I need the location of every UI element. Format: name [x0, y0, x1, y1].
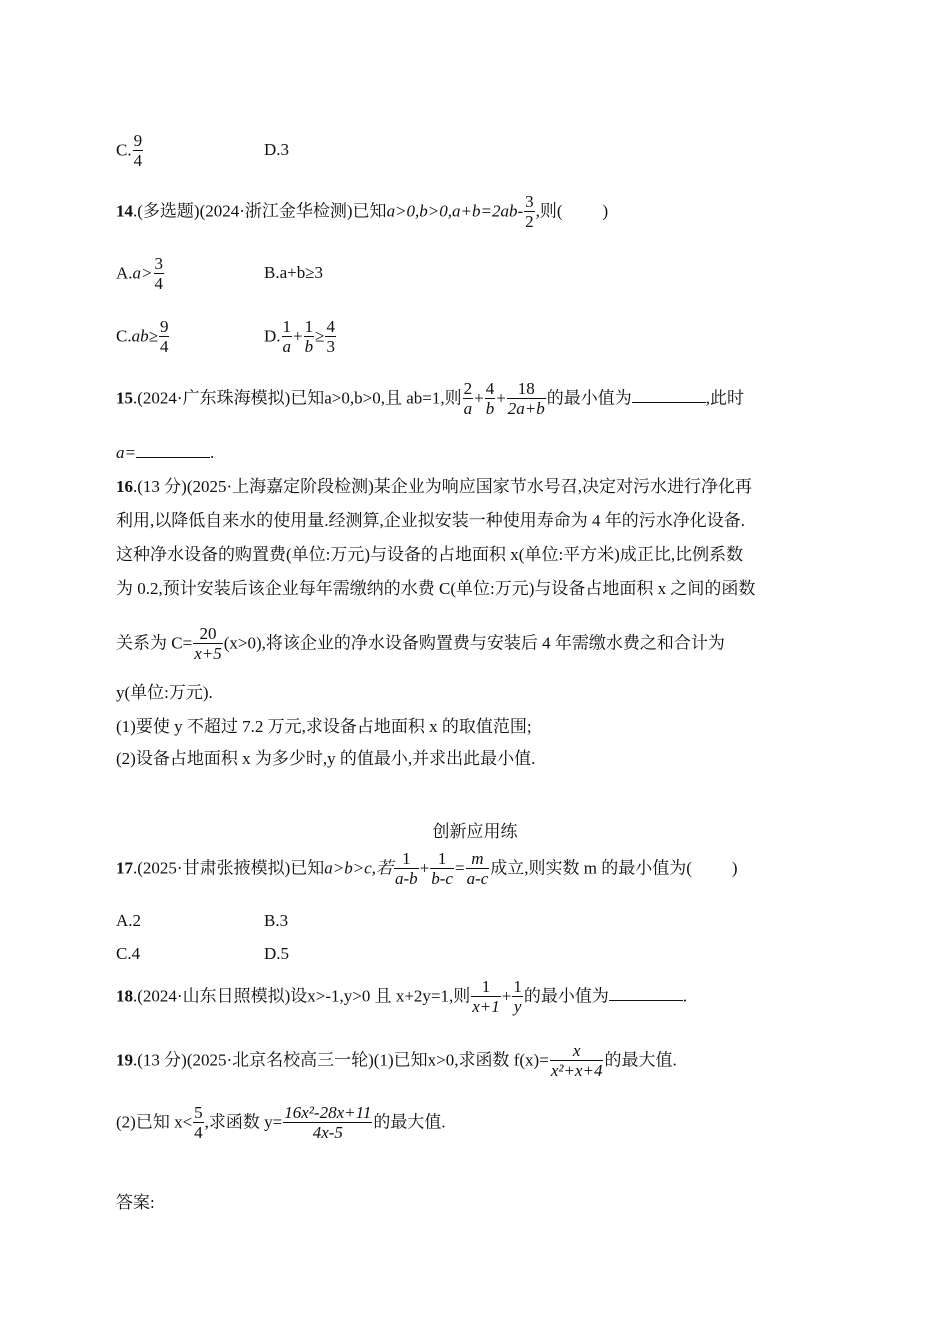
question-16-line4: 为 0.2,预计安装后该企业每年需缴纳的水费 C(单位:万元)与设备占地面积 x 之间的函数	[116, 579, 756, 598]
q14-option-a: A.a> $\frac{3}{4}$	[116, 254, 164, 293]
question-16-line5: 关系为 C= $\frac{20}{x+5}$ (x>0),将该企业的净水设备购置费与安装后 4 年需缴水费之和合计为	[116, 624, 725, 663]
q15-line2: a= .	[116, 443, 215, 462]
q14-option-b: B.a+b≥3	[264, 263, 324, 282]
question-16-line3: 这种净水设备的购置费(单位:万元)与设备的占地面积 x(单位:平方米)成正比,比例系数	[116, 545, 744, 564]
question-14: 14.(多选题)(2024·浙江金华检测)已知a>0,b>0,a+b=2ab- $\frac{3}{2}$ ,则( )	[116, 192, 609, 231]
question-16-line1: 16.(13 分)(2025·上海嘉定阶段检测)某企业为响应国家节水号召,决定对污水进行净化再	[116, 477, 753, 496]
answer-label: 答案:	[116, 1193, 155, 1212]
question-19-part2: (2)已知 x< $\frac{5}{4}$ ,求函数 y= $\frac{\text{16x²-28x+11}}{4x-5}$ 的最大值.	[116, 1103, 446, 1142]
answer-blank	[632, 388, 706, 403]
q13-option-d: D.3	[264, 140, 290, 159]
question-18: 18.(2024·山东日照模拟)设x>-1,y>0 且 x+2y=1,则 $\frac{1}{x+1}$ + $\frac{1}{y}$ 的最小值为 .	[116, 977, 688, 1016]
q14-option-d: D. $\frac{1}{a}$ + $\frac{1}{b}$ ≥ $\frac{4}{3}$	[264, 317, 335, 356]
answer-blank	[609, 986, 683, 1001]
q14-option-c: C.ab≥ $\frac{9}{4}$	[116, 317, 169, 356]
q17-option-c: C.4	[116, 944, 141, 963]
question-16-sub2: (2)设备占地面积 x 为多少时,y 的值最小,并求出此最小值.	[116, 749, 536, 768]
q13-option-c: C. $\frac{9}{4}$	[116, 131, 143, 170]
question-16-line2: 利用,以降低自来水的使用量.经测算,企业拟安装一种使用寿命为 4 年的污水净化设备.	[116, 511, 745, 530]
question-16-line6: y(单位:万元).	[116, 683, 213, 702]
q17-option-a: A.2	[116, 911, 142, 930]
q17-option-d: D.5	[264, 944, 290, 963]
question-19-part1: 19.(13 分)(2025·北京名校高三一轮)(1)已知x>0,求函数 f(x)= $\frac{x}{\text{x²+x+4}}$ 的最大值.	[116, 1041, 677, 1080]
question-16-sub1: (1)要使 y 不超过 7.2 万元,求设备占地面积 x 的取值范围;	[116, 717, 532, 736]
q17-option-b: B.3	[264, 911, 289, 930]
question-15: 15.(2024·广东珠海模拟)已知a>0,b>0,且 ab=1,则 $\frac{2}{a}$ + $\frac{4}{b}$ + $\frac{18}{2a+b}$ 的最小值为 ,此时	[116, 379, 745, 418]
section-title: 创新应用练	[432, 822, 518, 841]
question-17: 17.(2025·甘肃张掖模拟)已知a>b>c,若 $\frac{1}{a-b}$ + $\frac{1}{b-c}$ = $\frac{m}{a-c}$ 成立,则实数 m 的最小值为( )	[116, 849, 738, 888]
answer-blank	[136, 443, 210, 458]
